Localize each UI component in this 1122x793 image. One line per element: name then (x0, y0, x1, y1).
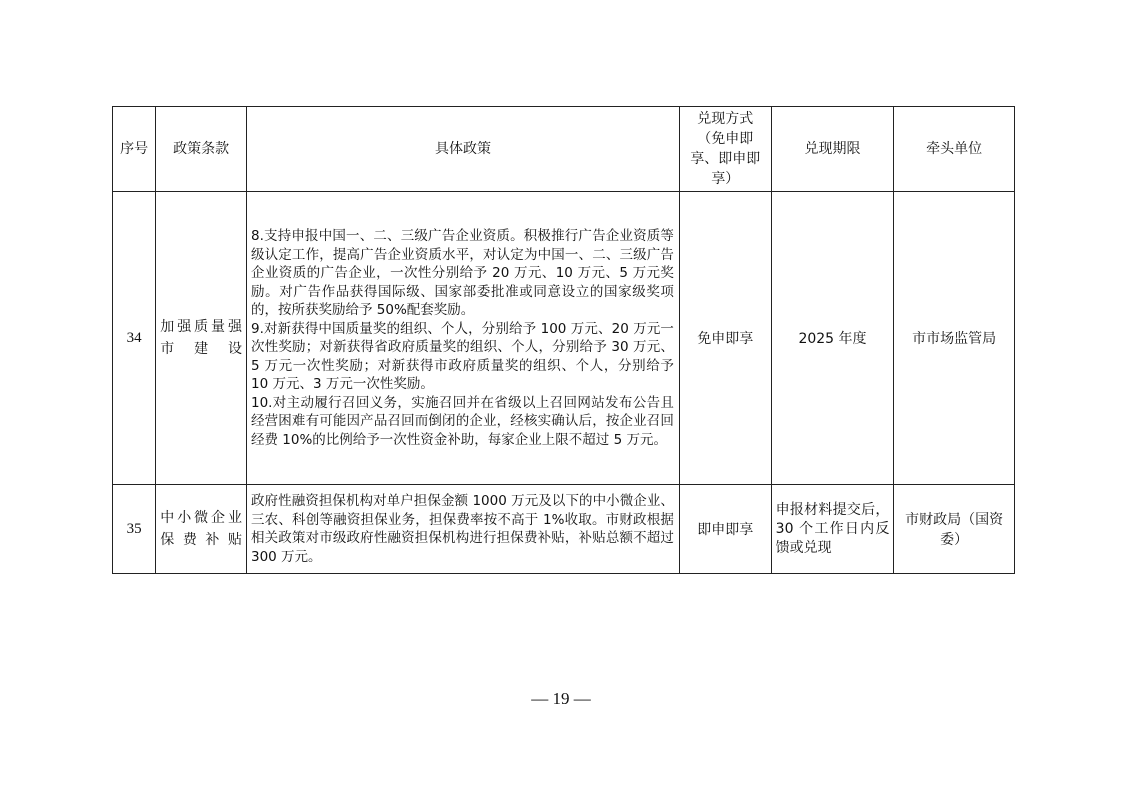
header-policy: 具体政策 (246, 107, 679, 192)
header-unit: 牵头单位 (894, 107, 1015, 192)
policy-clause: 加强质量强市建设 (156, 192, 247, 485)
header-no: 序号 (113, 107, 156, 192)
policy-clause: 中小微企业保费补贴 (156, 485, 247, 574)
policy-detail (246, 192, 679, 485)
fulfillment-deadline: 2025 年度 (771, 192, 894, 485)
table-row (113, 485, 1015, 574)
lead-unit: 市财政局（国资委） (894, 485, 1015, 574)
row-number: 34 (113, 192, 156, 485)
header-mode: 兑现方式（免申即享、即申即享） (679, 107, 771, 192)
fulfillment-mode: 免申即享 (679, 192, 771, 485)
table-row (113, 192, 1015, 485)
fulfillment-mode: 即申即享 (679, 485, 771, 574)
table-header-row (113, 107, 1015, 192)
policy-table (112, 106, 1015, 574)
policy-paragraph: 8.支持申报中国一、二、三级广告企业资质。积极推行广告企业资质等级认定工作，提高广告企业资质水平，对认定为中国一、二、三级广告企业资质的广告企业，一次性分别给予 20 万元、10 万元、5 万元奖励。对广告作品获得国际级、国家部委批准或同意设立的国家级奖项的，按所获奖励给予 50%配套奖励。 (250, 228, 674, 318)
policy-paragraph: 政府性融资担保机构对单户担保金额 1000 万元及以下的中小微企业、三农、科创等融资担保业务，担保费率按不高于 1%收取。市财政根据相关政策对市级政府性融资担保机构进行担保费补贴，补贴总额不超过 300 万元。 (250, 493, 674, 565)
header-deadline: 兑现期限 (771, 107, 894, 192)
policy-paragraph: 10.对主动履行召回义务，实施召回并在省级以上召回网站发布公告且经营困难有可能因产品召回而倒闭的企业，经核实确认后，按企业召回经费 10%的比例给予一次性资金补助，每家企业上限不超过 5 万元。 (250, 394, 674, 448)
policy-detail (246, 485, 679, 574)
header-clause: 政策条款 (156, 107, 247, 192)
policy-paragraph: 9.对新获得中国质量奖的组织、个人，分别给予 100 万元、20 万元一次性奖励；对新获得省政府质量奖的组织、个人，分别给予 30 万元、5 万元一次性奖励；对新获得市政府质量奖的组织、个人，分别给予 10 万元、3 万元一次性奖励。 (250, 320, 674, 392)
fulfillment-deadline: 申报材料提交后，30 个工作日内反馈或兑现 (771, 485, 894, 574)
row-number: 35 (113, 485, 156, 574)
lead-unit: 市市场监管局 (894, 192, 1015, 485)
page-number: — 19 — (531, 689, 591, 708)
